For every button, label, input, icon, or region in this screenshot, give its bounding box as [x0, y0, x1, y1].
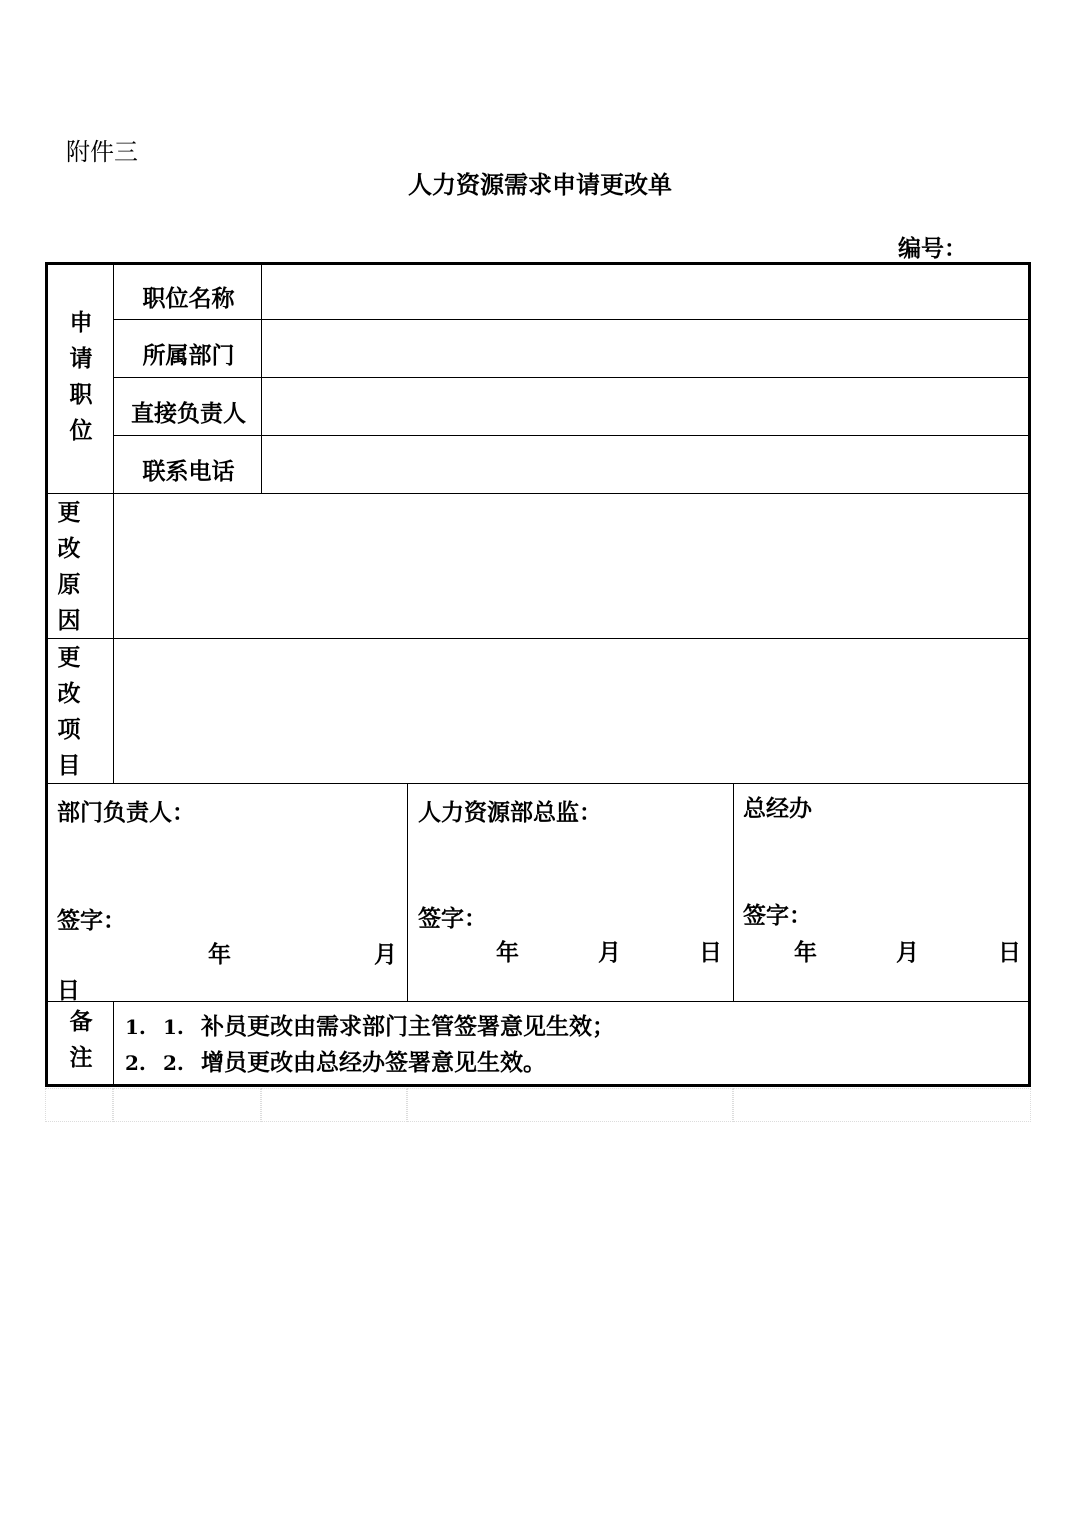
gm-office-title: 总经办 [743, 796, 812, 822]
dept-head-title: 部门负责人： [57, 800, 195, 826]
hr-director-sign-label: 签字： [418, 906, 487, 932]
dept-head-day: 日 [57, 978, 80, 1004]
field-label-phone: 联系电话 [142, 459, 235, 485]
empty-row-cell [261, 1088, 407, 1122]
field-label-direct-manager: 直接负责人 [131, 401, 246, 427]
direct-manager-input[interactable] [262, 378, 1031, 435]
form-title: 人力资源需求申请更改单 [408, 171, 672, 199]
gm-office-year: 年 [794, 940, 817, 966]
remark-item: 2. 2. 增员更改由总经办签署意见生效。 [125, 1050, 546, 1076]
remarks-label: 备 注 [69, 1009, 93, 1071]
change-request-form [45, 262, 1031, 1087]
hr-director-signature-cell[interactable] [408, 784, 733, 1001]
phone-input[interactable] [262, 436, 1031, 493]
department-input[interactable] [262, 320, 1031, 377]
gm-office-day: 日 [998, 940, 1021, 966]
dept-head-sign-label: 签字： [57, 908, 126, 934]
empty-row-cell [45, 1088, 113, 1122]
gm-office-sign-label: 签字： [743, 903, 812, 929]
dept-head-signature-cell[interactable] [48, 784, 407, 1004]
gm-office-signature-cell[interactable] [734, 784, 1031, 1001]
empty-row-cell [113, 1088, 261, 1122]
hr-director-title: 人力资源部总监： [418, 800, 602, 826]
field-label-position-name: 职位名称 [142, 286, 235, 312]
position-name-input[interactable] [262, 265, 1031, 319]
hr-director-year: 年 [496, 940, 519, 966]
remark-item: 1. 1. 补员更改由需求部门主管签署意见生效； [125, 1014, 615, 1040]
empty-row-cell [407, 1088, 733, 1122]
change-reason-label: 更 改 原 因 [57, 500, 81, 634]
field-label-department: 所属部门 [142, 343, 235, 369]
dept-head-year: 年 [208, 942, 231, 968]
change-items-label: 更 改 项 目 [57, 645, 81, 779]
change-items-input[interactable] [114, 639, 1031, 783]
hr-director-month: 月 [598, 940, 621, 966]
attachment-label: 附件三 [66, 138, 138, 166]
change-reason-input[interactable] [114, 494, 1031, 638]
dept-head-month: 月 [374, 942, 397, 968]
position-group-label: 申 请 职 位 [69, 310, 93, 444]
hr-director-day: 日 [699, 940, 722, 966]
serial-number-label: 编号： [898, 236, 967, 262]
empty-row-cell [733, 1088, 1031, 1122]
gm-office-month: 月 [896, 940, 919, 966]
